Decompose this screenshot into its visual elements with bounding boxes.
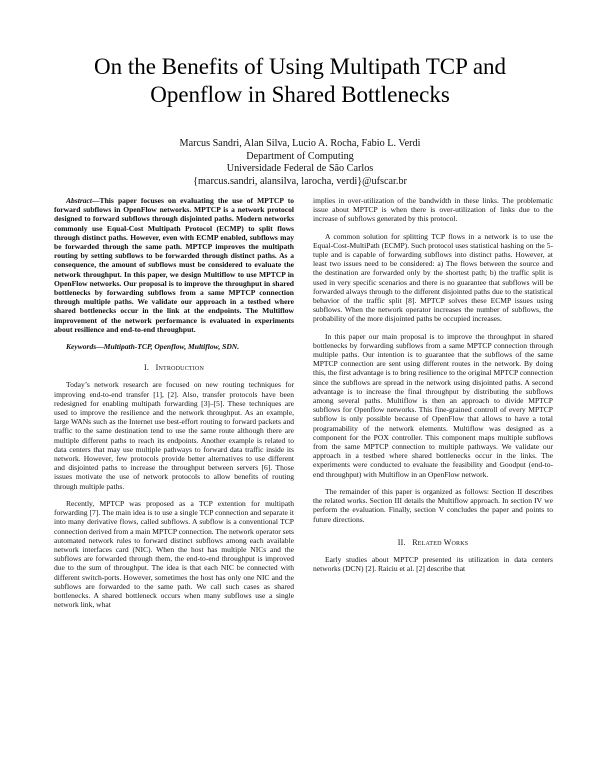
paper-title — [0, 53, 600, 109]
section-heading-introduction — [54, 363, 294, 372]
section-title: Introduction — [155, 363, 205, 373]
section-number: I. — [143, 363, 150, 373]
intro-paragraph-2: Recently, MPTCP was proposed as a TCP extention for multipath forwarding [7]. The main idea is to use a single TCP connection and separate it into many derivative flows, called subflows. A subflow is a conventional TCP connection derived from a main MPTCP connection. The network operator sets automated network rules to forward distinct subflows among each available network interfaces card (NIC). When the host has multiple NICs and the subflows are forwarded through them, the end-to-end throughput is improved due to the sum of throughput. The idea is that each NIC be connected with different switch-ports. However, sometimes the host has only one NIC and the subflows are forwarded to the same path. We call such cases as shared bottlenecks. A shared bottleneck occurs when many subflows use a single network link, what — [54, 498, 294, 610]
keywords — [54, 342, 294, 351]
intro-paragraph-2-continued: implies in over-utilization of the bandwidth in these links. The problematic issue about MPTCP is when there is over-utilization of links due to the increase of subflows generated by this protocol. — [313, 196, 553, 224]
section-title: Related Works — [412, 537, 469, 547]
related-paragraph-1: Early studies about MPTCP presented its utilization in data centers networks (DCN) [2]. Raiciu et al. [2] describe that — [313, 554, 553, 574]
intro-paragraph-1: Today’s network research are focused on new routing techniques for improving end-to-end transfer [1], [2]. Also, transfer protocols have been redesigned for enabling multipath forwarding [3]–[5]. These techniques are used to improve the resilience and the network throughput. As an example, large WANs such as the Internet use best-effort routing to forward packets and traffic to the same destination tend to use the same route although there are multiple different paths to reach its endpoints. Another example is related to data centers that may use multiple pathways to forward data traffic inside its network. However, few protocols provide better alternatives to use different and disjointed paths to increase the throughput between servers [6]. Those issues motivate the use of network protocols to allow benefits of routing through multiple paths. — [54, 380, 294, 491]
abstract-lead: Abstract — [66, 196, 92, 205]
title-line-1: On the Benefits of Using Multipath TCP and — [93, 54, 507, 79]
intro-paragraph-5: The remainder of this paper is organized as follows: Section II describes the related works. Section III details the Multiflow approach. In section IV we perform the evaluation. Finally, section V concludes the paper and points to future directions. — [313, 486, 553, 524]
keywords-lead: Keywords — [66, 342, 97, 352]
abstract-text: —This paper focuses on evaluating the use of MPTCP to forward subflows in OpenFlow networks. MPTCP is a network protocol designed to forward subflows through disjointed paths. Modern networks commonly use Equal-Cost Multipath Protocol (ECMP) to split flows through distinct paths. However, even with ECMP enabled, subflows may be forwarded through the same path. MPTCP improves the multipath routing by setting subflows to be forwarded through distinct paths. As a consequence, the amount of subflows must be considered to evaluate the network throughput. In this paper, we design Multiflow to use MPTCP in OpenFlow networks. Our proposal is to improve the throughput in shared bottlenecks by forwarding subflows from a same MPTCP connection through multiple paths. We validate our approach in a testbed where shared bottlenecks occur in the link at the endpoints. The Multiflow improvement of the network performance is evaluated in experiments about resilience and end-to-end throughput. — [54, 196, 294, 334]
abstract — [54, 196, 294, 334]
section-heading-related-works — [313, 538, 553, 547]
intro-paragraph-3: A common solution for splitting TCP flows in a network is to use the Equal-Cost-MultiPath (ECMP). Such protocol uses statistical hashing on the 5-tuple and is capable of forwarding subflows into distinct paths. However, at least two issues need to be considered: a) The flows between the source and the destination are forwarded only by the shortest path; b) the traffic split is used in very specific scenarios and there is no guarantee that subflows will be forwarded always through to the different disjointed paths due to the statistical behavior of the traffic split [8]. MPTCP solves these ECMP issues using subflows. When the network operator increases the number of subflows, the probability of the more disjointed paths be occupied increases. — [313, 231, 553, 324]
right-column — [313, 196, 553, 573]
keywords-text: —Multipath-TCP, Openflow, Multiflow, SDN. — [96, 342, 240, 352]
author-university: Universidade Federal de São Carlos — [226, 163, 374, 175]
author-emails: {marcus.sandri, alansilva, larocha, verdi}@ufscar.br — [193, 175, 407, 187]
author-block — [0, 138, 600, 188]
author-names: Marcus Sandri, Alan Silva, Lucio A. Rocha, Fabio L. Verdi — [179, 138, 421, 149]
author-department: Department of Computing — [246, 150, 354, 162]
left-column — [54, 196, 294, 609]
section-number: II. — [397, 537, 406, 547]
intro-paragraph-4: In this paper our main proposal is to improve the throughput in shared bottlenecks by forwarding subflows from a same MPTCP connection through multiple paths. Our intention is to guarantee that the subflows of the same MPTCP connection are sent using different routes in the network. By doing this, the first advantage is to bring resilience to the original MPTCP connection since the subflows are spread in the network using disjointed paths. A second advantage is to increase the final throughput by distributing the subflows among several paths. Multiflow is then an approach to divide MPTCP subflows for Openflow networks. This fine-grained controll of every MPTCP subflow is only possible because of OpenFlow that allows to have a total programability of the network elements. Multiflow was designed as a component for the POX controller. This component maps multiple subflows from the same MPTCP connection to multiple pathways. We validate our approach in a testbed where shared bottlenecks occur in the links. The experiments were conducted to evaluate the feasibility and Goodput (end-to-end throughput) with Multiflow in an OpenFlow network. — [313, 331, 553, 479]
title-line-2: Openflow in Shared Bottlenecks — [150, 82, 450, 107]
